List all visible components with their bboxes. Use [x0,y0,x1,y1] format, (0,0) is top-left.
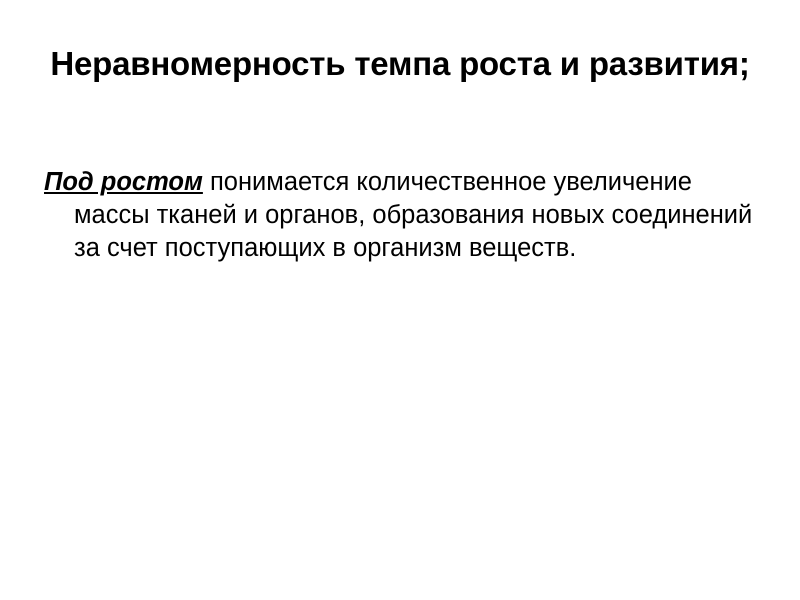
body-text: понимается количественное увеличение массы тканей и органов, образования новых соединений за счет поступающих в организм веществ. [74,167,753,262]
page-title: Неравномерность темпа роста и развития; [50,45,750,83]
emphasized-term: Под ростом [44,167,203,196]
slide-body [44,140,756,290]
body-paragraph [44,166,756,265]
